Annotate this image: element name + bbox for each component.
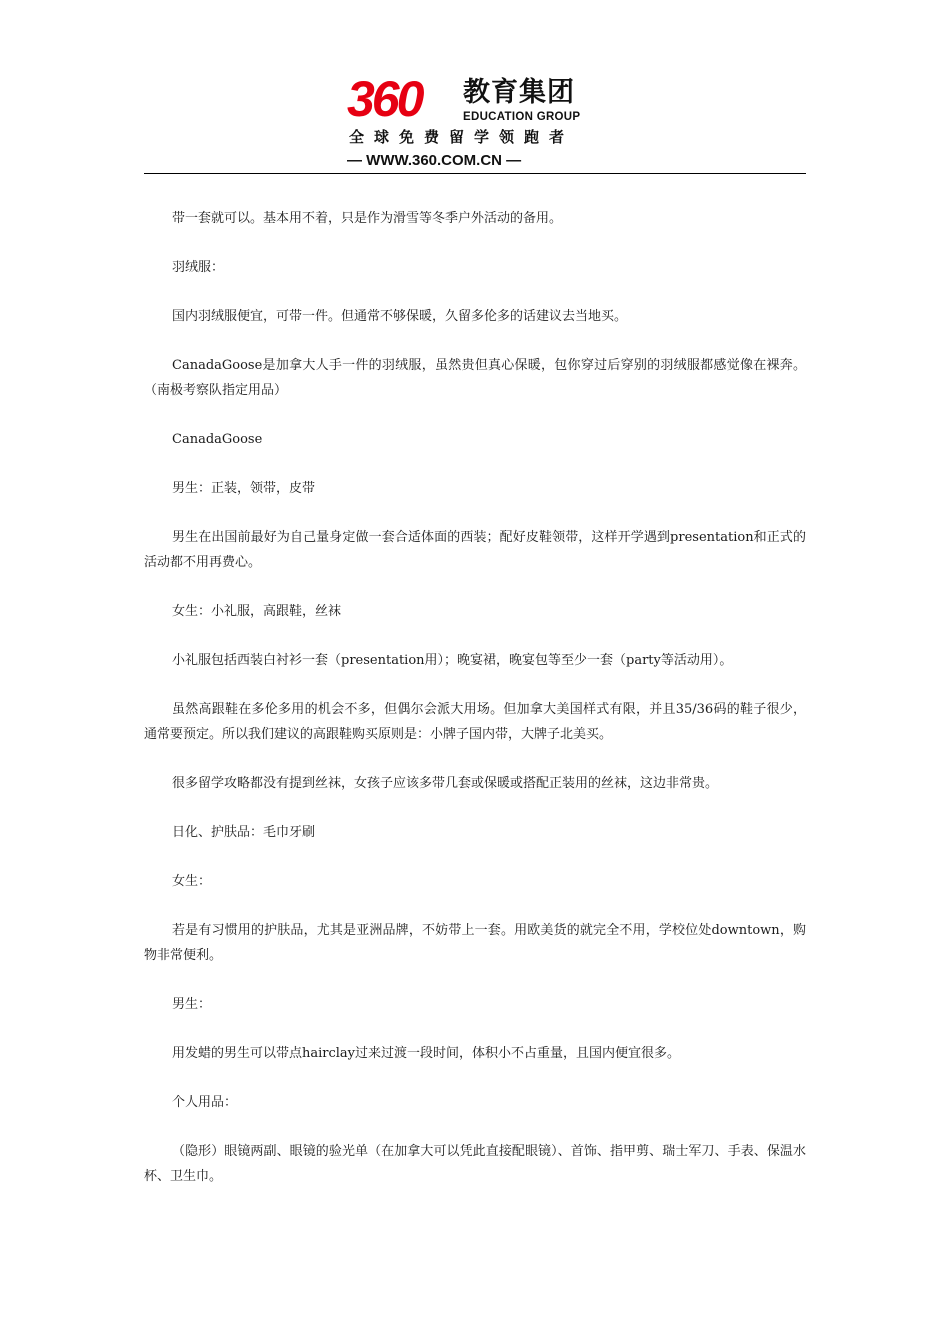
paragraph: 小礼服包括西装白衬衫一套（presentation用）；晚宴裙，晚宴包等至少一套（party等活动用）。 <box>172 653 733 668</box>
paragraph: 男生：正装，领带，皮带 <box>172 481 316 496</box>
paragraph: 虽然高跟鞋在多伦多用的机会不多，但偶尔会派大用场。但加拿大美国样式有限，并且35/36码的鞋子很少，通常要预定。所以我们建议的高跟鞋购买原则是：小牌子国内带，大牌子北美买。 <box>144 702 806 742</box>
paragraph: 男生在出国前最好为自己量身定做一套合适体面的西装；配好皮鞋领带，这样开学遇到presentation和正式的活动都不用再费心。 <box>144 530 806 570</box>
document-body <box>144 206 806 1213</box>
paragraph: （隐形）眼镜两副、眼镜的验光单（在加拿大可以凭此直接配眼镜）、首饰、指甲剪、瑞士军刀、手表、保温水杯、卫生巾。 <box>144 1144 806 1184</box>
page-header <box>0 0 950 176</box>
paragraph: 国内羽绒服便宜，可带一件。但通常不够保暖，久留多伦多的话建议去当地买。 <box>172 309 628 324</box>
logo-url: — WWW.360.COM.CN — <box>347 152 522 169</box>
paragraph: 日化、护肤品：毛巾牙刷 <box>172 825 316 840</box>
logo-number: 360 <box>347 71 422 127</box>
paragraph: CanadaGoose <box>172 432 263 447</box>
paragraph: 男生： <box>172 997 212 1012</box>
logo-english-name: EDUCATION GROUP <box>463 111 581 123</box>
paragraph: 带一套就可以。基本用不着，只是作为滑雪等冬季户外活动的备用。 <box>172 211 563 226</box>
paragraph: CanadaGoose是加拿大人手一件的羽绒服，虽然贵但真心保暖，包你穿过后穿别的羽绒服都感觉像在裸奔。（南极考察队指定用品） <box>144 358 806 398</box>
header-divider <box>144 173 806 174</box>
company-logo <box>347 71 607 174</box>
paragraph: 若是有习惯用的护肤品，尤其是亚洲品牌，不妨带上一套。用欧美货的就完全不用，学校位处downtown，购物非常便利。 <box>144 923 806 963</box>
logo-chinese-name: 教育集团 <box>463 77 575 108</box>
paragraph: 很多留学攻略都没有提到丝袜，女孩子应该多带几套或保暖或搭配正装用的丝袜，这边非常贵。 <box>172 776 719 791</box>
paragraph: 用发蜡的男生可以带点hairclay过来过渡一段时间，体积小不占重量，且国内便宜很多。 <box>172 1046 681 1061</box>
logo-slogan: 全球免费留学领跑者 <box>349 128 575 146</box>
paragraph: 女生： <box>172 874 212 889</box>
paragraph: 羽绒服： <box>172 260 225 275</box>
paragraph: 个人用品： <box>172 1095 238 1110</box>
paragraph: 女生：小礼服，高跟鞋，丝袜 <box>172 604 342 619</box>
